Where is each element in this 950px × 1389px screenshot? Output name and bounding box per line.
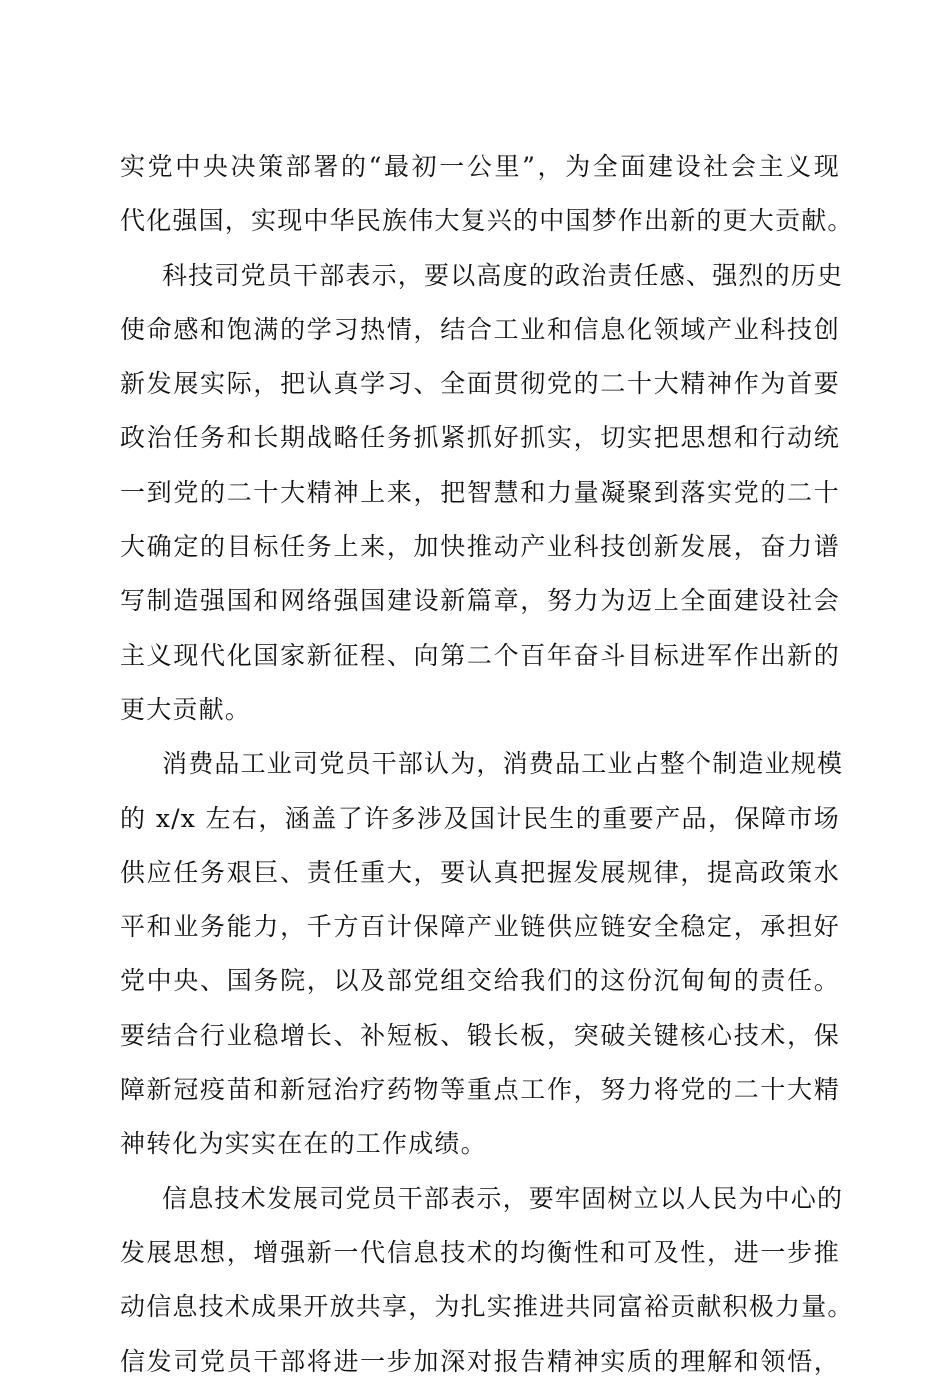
text-line: 写制造强国和网络强国建设新篇章，努力为迈上全面建设社会	[120, 586, 840, 616]
text-line: 一到党的二十大精神上来，把智慧和力量凝聚到落实党的二十	[120, 477, 840, 507]
text-line: 信发司党员干部将进一步加深对报告精神实质的理解和领悟，	[120, 1346, 840, 1376]
text-line: 使命感和饱满的学习热情，结合工业和信息化领域产业科技创	[120, 314, 840, 344]
text-line: 主义现代化国家新征程、向第二个百年奋斗目标进军作出新的	[120, 640, 840, 670]
text-line: 供应任务艰巨、责任重大，要认真把握发展规律，提高政策水	[120, 857, 840, 887]
text-line: 更大贡献。	[120, 694, 252, 724]
text-line: 信息技术发展司党员干部表示，要牢固树立以人民为中心的	[162, 1183, 844, 1213]
text-line: 代化强国，实现中华民族伟大复兴的中国梦作出新的更大贡献。	[120, 206, 854, 236]
text-line: 神转化为实实在在的工作成绩。	[120, 1129, 487, 1159]
text-line: 发展思想，增强新一代信息技术的均衡性和可及性，进一步推	[120, 1237, 840, 1267]
paragraph-consumer-goods-dept	[120, 737, 844, 1171]
text-line: 大确定的目标任务上来，加快推动产业科技创新发展，奋力谱	[120, 532, 840, 562]
text-line: 实党中央决策部署的“最初一公里”，为全面建设社会主义现	[120, 152, 840, 181]
text-line: 平和业务能力，千方百计保障产业链供应链安全稳定，承担好	[120, 912, 840, 942]
text-line: 党中央、国务院，以及部党组交给我们的这份沉甸甸的责任。	[120, 966, 840, 996]
text-line: 的 x/x 左右，涵盖了许多涉及国计民生的重要产品，保障市场	[120, 803, 840, 833]
text-line: 新发展实际，把认真学习、全面贯彻党的二十大精神作为首要	[120, 369, 840, 399]
document-body	[120, 140, 854, 1389]
text-line: 动信息技术成果开放共享，为扎实推进共同富裕贡献积极力量。	[120, 1292, 854, 1322]
paragraph-science-technology-dept	[120, 249, 844, 738]
text-line: 消费品工业司党员干部认为，消费品工业占整个制造业规模	[162, 749, 844, 779]
text-line: 要结合行业稳增长、补短板、锻长板，突破关键核心技术，保	[120, 1020, 840, 1050]
paragraph-information-technology-dept	[120, 1172, 854, 1389]
text-line: 科技司党员干部表示，要以高度的政治责任感、强烈的历史	[162, 260, 844, 290]
text-line: 政治任务和长期战略任务抓紧抓好抓实，切实把思想和行动统	[120, 423, 840, 453]
text-line: 障新冠疫苗和新冠治疗药物等重点工作，努力将党的二十大精	[120, 1075, 840, 1105]
paragraph-continuation	[120, 140, 854, 249]
